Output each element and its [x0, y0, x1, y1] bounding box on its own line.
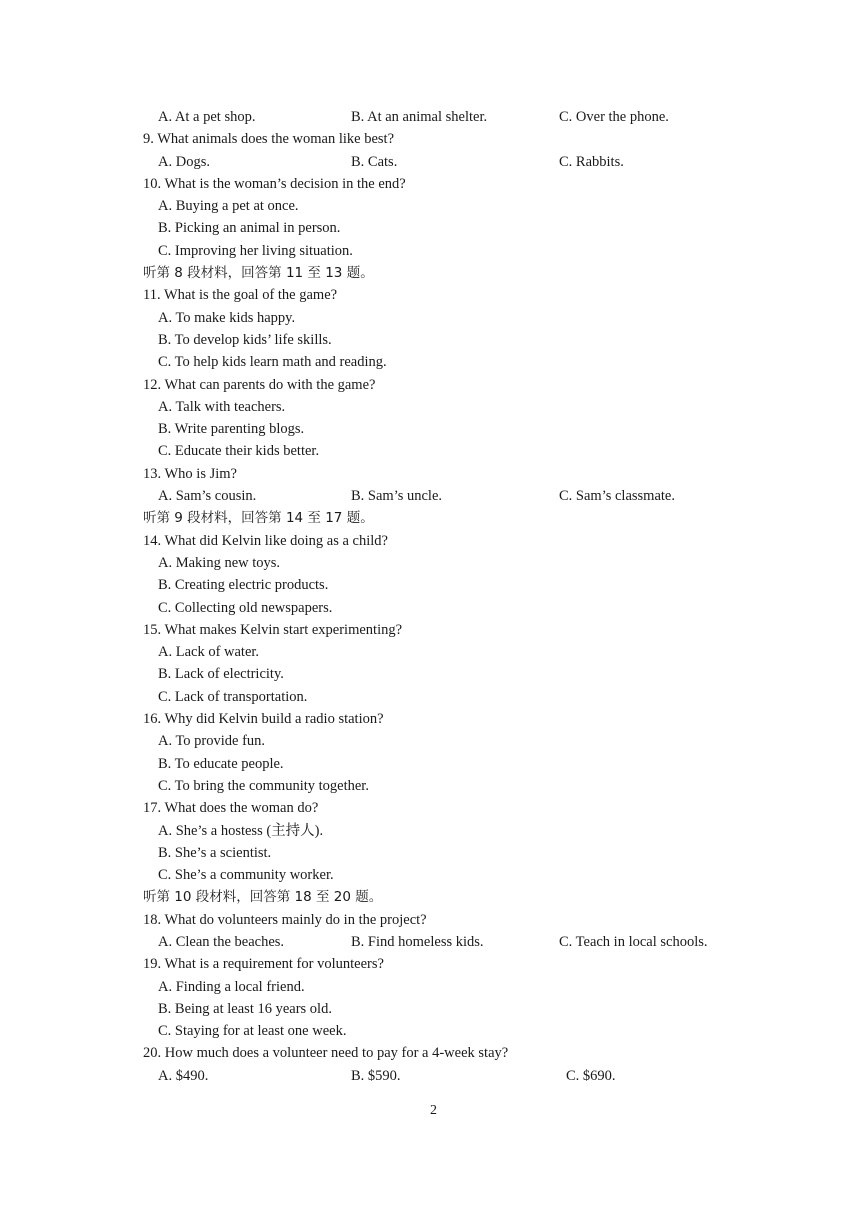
- option-c: C. Teach in local schools.: [559, 933, 708, 950]
- option-a: A. Dogs.: [158, 153, 210, 170]
- option-row: [143, 106, 743, 128]
- option-line: B. Picking an animal in person.: [158, 220, 341, 237]
- question-stem: 19. What is a requirement for volunteers?: [143, 956, 384, 973]
- option-line: C. To help kids learn math and reading.: [158, 354, 387, 371]
- option-a: A. Sam’s cousin.: [158, 488, 257, 505]
- option-line: C. Lack of transportation.: [158, 688, 308, 705]
- question-stem: 20. How much does a volunteer need to pay for a 4-week stay?: [143, 1045, 509, 1062]
- option-c: C. Rabbits.: [559, 153, 624, 170]
- option-line: A. To provide fun.: [158, 733, 266, 750]
- question-stem: 17. What does the woman do?: [143, 800, 319, 817]
- option-b: B. At an animal shelter.: [351, 109, 488, 125]
- option-line: B. Being at least 16 years old.: [158, 1000, 332, 1017]
- option-line: A. She’s a hostess (主持人).: [158, 822, 324, 839]
- option-line: A. Lack of water.: [158, 644, 260, 661]
- option-row: [143, 485, 743, 507]
- question-stem: 14. What did Kelvin like doing as a child?: [143, 532, 388, 549]
- option-b: B. $590.: [351, 1067, 401, 1084]
- option-line: B. To educate people.: [158, 755, 284, 772]
- option-line: B. She’s a scientist.: [158, 844, 272, 861]
- option-row: [143, 151, 743, 173]
- option-line: A. Talk with teachers.: [158, 398, 286, 415]
- option-b: B. Find homeless kids.: [351, 933, 484, 950]
- option-line: B. Creating electric products.: [158, 577, 329, 594]
- question-stem: 10. What is the woman’s decision in the end?: [143, 175, 406, 192]
- option-line: C. Collecting old newspapers.: [158, 599, 333, 616]
- question-stem: 11. What is the goal of the game?: [143, 287, 338, 304]
- option-line: B. Lack of electricity.: [158, 666, 284, 683]
- option-c: C. Sam’s classmate.: [559, 488, 675, 505]
- option-c: C. $690.: [566, 1067, 616, 1084]
- option-a: A. Clean the beaches.: [158, 933, 285, 950]
- option-line: B. To develop kids’ life skills.: [158, 331, 332, 348]
- section-instruction: 听第 9 段材料，回答第 14 至 17 题。: [143, 510, 374, 527]
- question-stem: 18. What do volunteers mainly do in the project?: [143, 911, 427, 928]
- option-row: [143, 931, 743, 953]
- option-line: C. Improving her living situation.: [158, 242, 353, 259]
- question-stem: 9. What animals does the woman like best?: [143, 131, 395, 148]
- option-row: [143, 1065, 743, 1087]
- option-line: A. Making new toys.: [158, 554, 281, 571]
- section-instruction: 听第 8 段材料，回答第 11 至 13 题。: [143, 265, 374, 282]
- option-line: A. Buying a pet at once.: [158, 198, 299, 215]
- question-stem: 16. Why did Kelvin build a radio station?: [143, 711, 384, 728]
- option-line: C. Staying for at least one week.: [158, 1023, 347, 1040]
- question-stem: 15. What makes Kelvin start experimenting?: [143, 621, 403, 638]
- option-b: B. Cats.: [351, 153, 398, 170]
- question-stem: 13. Who is Jim?: [143, 465, 237, 482]
- question-stem: 12. What can parents do with the game?: [143, 376, 376, 393]
- question-list: [143, 106, 743, 1087]
- option-c: C. Over the phone.: [559, 109, 669, 125]
- option-b: B. Sam’s uncle.: [351, 488, 443, 505]
- option-a: A. $490.: [158, 1067, 209, 1084]
- option-line: C. To bring the community together.: [158, 777, 369, 794]
- option-line: B. Write parenting blogs.: [158, 421, 305, 438]
- option-line: C. She’s a community worker.: [158, 867, 334, 884]
- section-instruction: 听第 10 段材料，回答第 18 至 20 题。: [143, 889, 383, 906]
- option-line: A. Finding a local friend.: [158, 978, 305, 995]
- option-line: A. To make kids happy.: [158, 309, 296, 326]
- option-a: A. At a pet shop.: [158, 109, 256, 125]
- option-line: C. Educate their kids better.: [158, 443, 320, 460]
- page-number: 2: [430, 1103, 437, 1118]
